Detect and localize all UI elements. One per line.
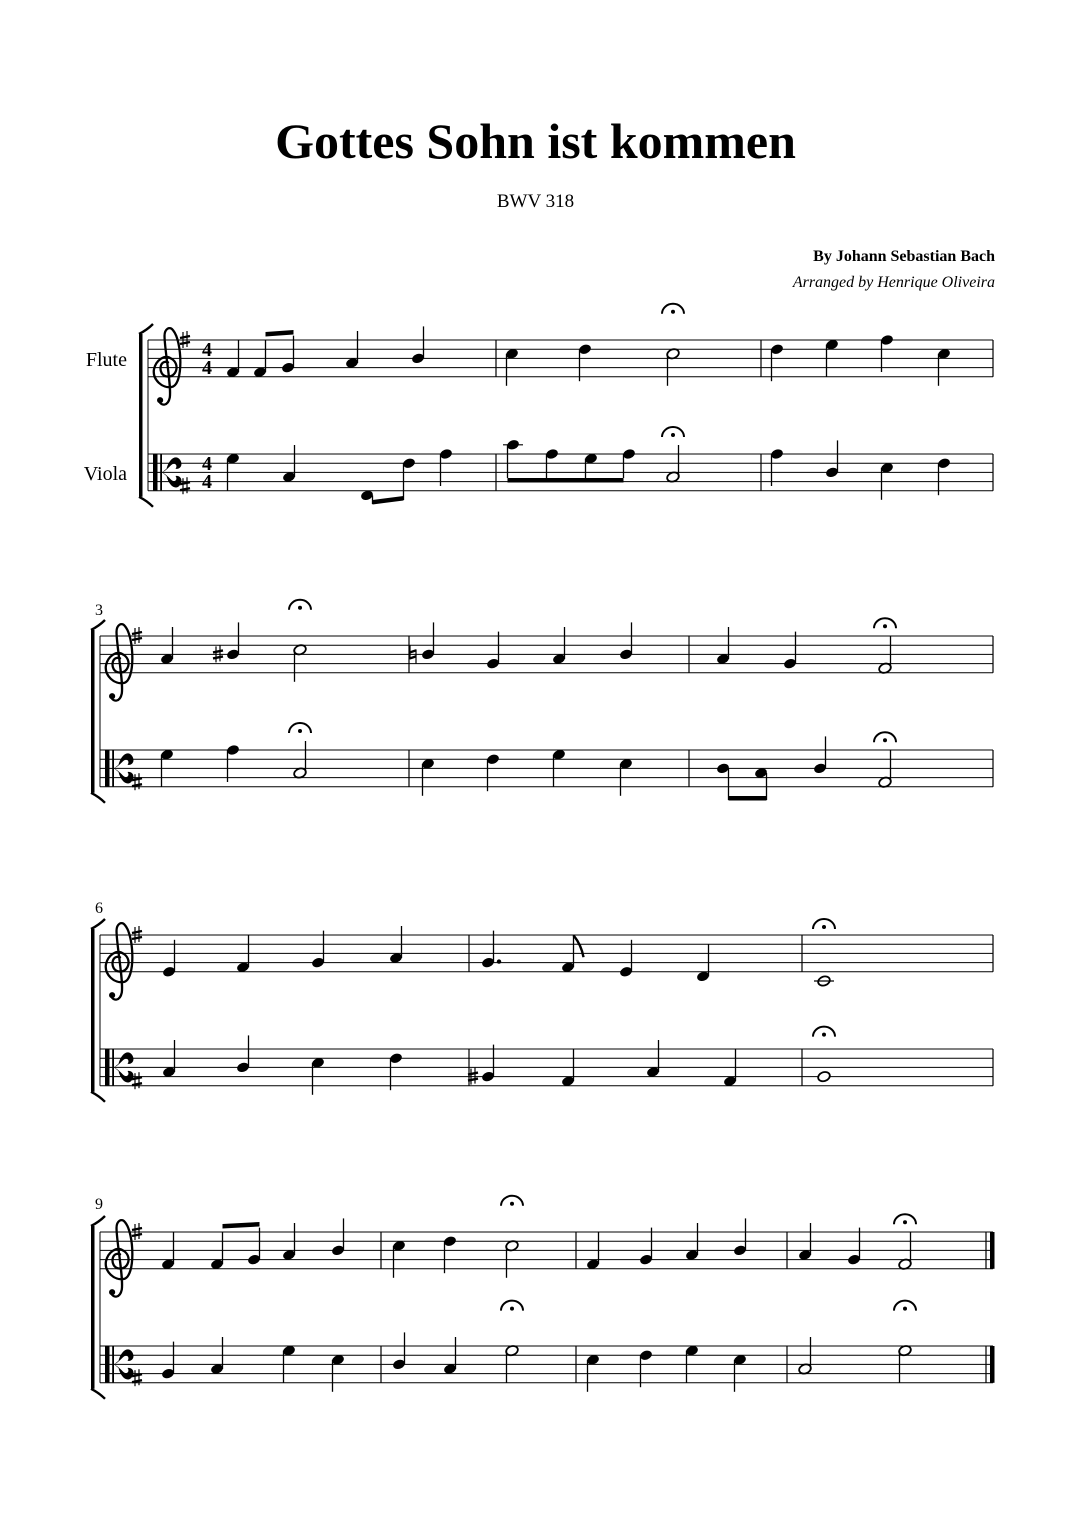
bracket-hook: [91, 620, 105, 630]
augmentation-dot: [497, 959, 501, 963]
fermata: [874, 618, 896, 628]
time-signature: 4: [202, 357, 212, 379]
fermata: [662, 427, 684, 437]
final-barline: [990, 1232, 995, 1269]
fermata: [894, 1214, 916, 1224]
whole-note: [817, 1070, 831, 1082]
fermata: [813, 1027, 835, 1037]
bracket-hook: [91, 919, 105, 929]
system-bracket: [91, 1226, 95, 1389]
system-bracket: [139, 334, 143, 497]
key-signature-sharp: [132, 1072, 142, 1089]
measure-number: 9: [95, 1196, 103, 1213]
fermata: [501, 1196, 523, 1206]
beam: [373, 496, 404, 505]
time-signature: 4: [202, 471, 212, 493]
fermata: [501, 1301, 523, 1311]
key-signature-sharp: [132, 773, 142, 790]
fermata: [813, 919, 835, 929]
fermata: [289, 600, 311, 610]
time-signature: 4: [202, 453, 212, 475]
arranger-credit: Arranged by Henrique Oliveira: [792, 274, 995, 291]
bracket-hook: [139, 497, 153, 507]
instrument-label-flute: Flute: [85, 349, 127, 371]
instrument-label-viola: Viola: [83, 463, 127, 485]
bracket-hook: [91, 1389, 105, 1399]
bracket-hook: [91, 1092, 105, 1102]
beam: [729, 796, 767, 801]
measure-number: 6: [95, 900, 103, 917]
measure-number: 3: [95, 602, 103, 619]
beam: [508, 478, 624, 483]
beam: [223, 1222, 260, 1229]
composer-credit: By Johann Sebastian Bach: [813, 248, 995, 265]
time-signature: 4: [202, 339, 212, 361]
beam: [266, 330, 294, 337]
fermata: [662, 304, 684, 314]
bracket-hook: [91, 1216, 105, 1226]
system-bracket: [91, 929, 95, 1092]
key-signature-sharp: [180, 477, 190, 494]
catalog-number: BWV 318: [496, 191, 575, 212]
fermata: [289, 723, 311, 733]
fermata: [874, 732, 896, 742]
bracket-hook: [91, 793, 105, 803]
final-barline: [990, 1346, 995, 1383]
bracket-hook: [139, 324, 153, 334]
score-title: Gottes Sohn ist kommen: [275, 113, 796, 169]
fermata: [894, 1301, 916, 1311]
key-signature-sharp: [132, 1369, 142, 1386]
system-bracket: [91, 630, 95, 793]
